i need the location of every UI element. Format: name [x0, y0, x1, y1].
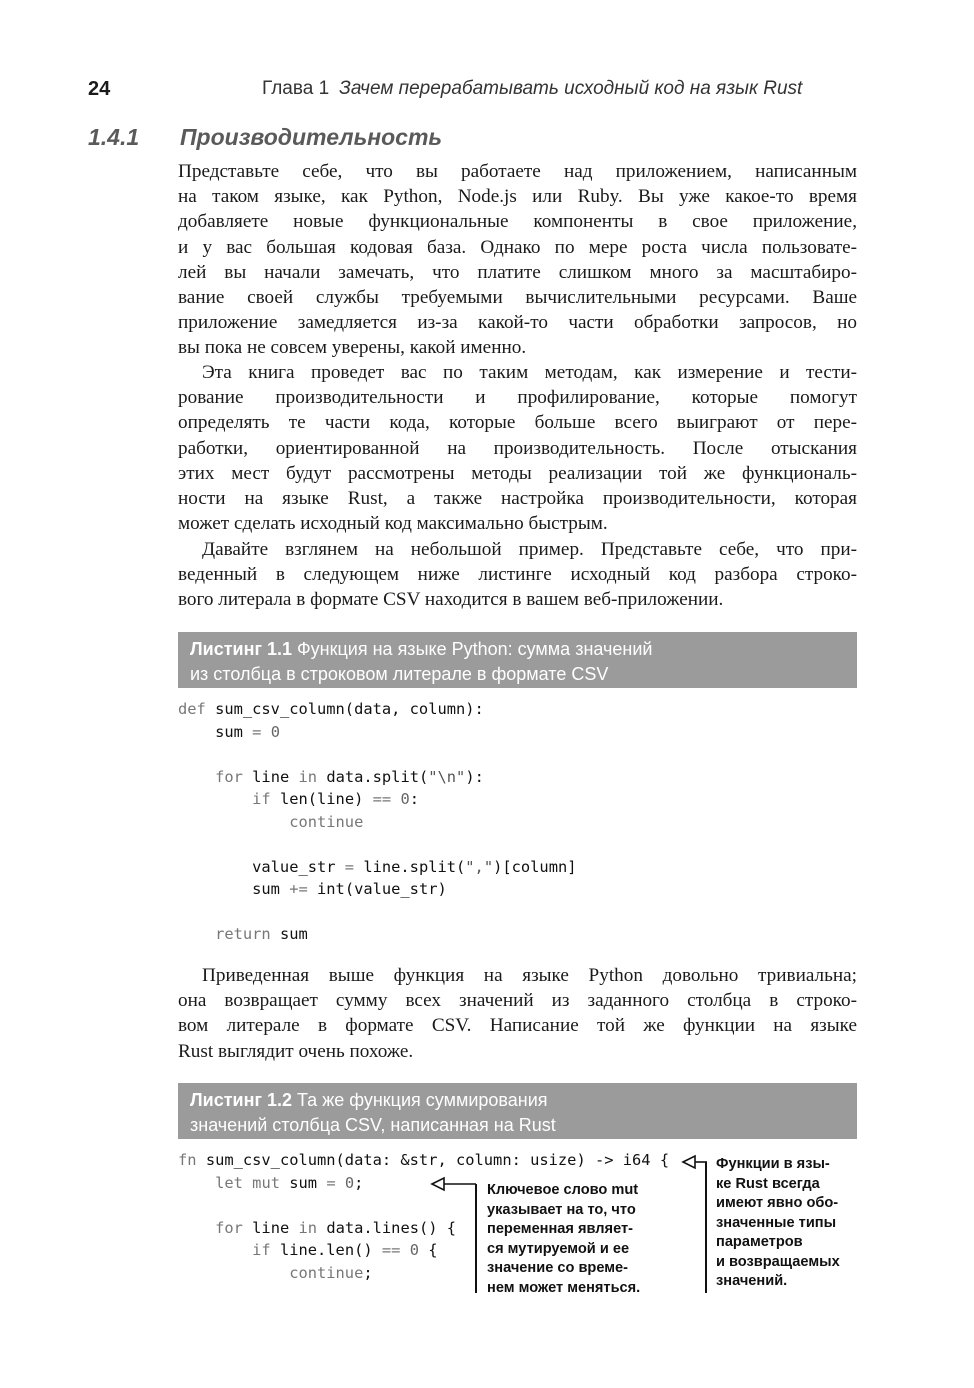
running-header: [0, 76, 974, 106]
code-line: def sum_csv_column(data, column):: [178, 700, 484, 718]
text-line: приложение замедляется из-за какой-то части обработки запросов, но: [178, 312, 857, 334]
annotation-line: значение со време-: [487, 1260, 629, 1276]
code-line: [178, 833, 577, 856]
listing-1-code: [178, 698, 577, 946]
annotation-line: имеют явно обо-: [716, 1195, 839, 1211]
annotation-line: ся мутируемой и ее: [487, 1240, 630, 1257]
types-annotation-rule: [705, 1162, 707, 1293]
listing-1-caption-line: из столбца в строковом литерале в формате CSV: [190, 664, 609, 684]
annotation-line: параметров: [716, 1234, 803, 1250]
text-line: вом литерале в формате CSV. Написание той же функции на языке: [178, 1015, 857, 1037]
code-line: [178, 901, 577, 924]
text-line: работки, ориентированной на производительность. После отыскания: [178, 437, 857, 459]
code-line: continue;: [289, 1263, 373, 1282]
annotation-line: Функции в язы-: [716, 1156, 830, 1172]
text-line: Приведенная выше функция на языке Python довольно тривиальна;: [202, 965, 857, 986]
text-line: она возвращает сумму всех значений из заданного столбца в строко-: [178, 990, 857, 1012]
listing-1-caption-text: Функция на языке Python: сумма значений: [297, 639, 653, 659]
text-line: веденный в следующем ниже листинге исходный код разбора строко-: [178, 564, 857, 586]
section-number: 1.4.1: [88, 124, 140, 150]
text-line: на таком языке, как Python, Node.js или Ruby. Вы уже какое-то время: [178, 186, 857, 208]
listing-2-caption-line: значений столбца CSV, написанная на Rust: [190, 1115, 556, 1135]
listing-2-caption-text: Та же функция суммирования: [297, 1090, 548, 1110]
annotation-line: значенные типы: [716, 1214, 837, 1231]
code-line: sum += int(value_str): [178, 880, 447, 898]
paragraph-2: [178, 360, 857, 536]
text-line: вого литерала в формате CSV находится в вашем веб-приложении.: [178, 589, 724, 611]
chapter-label: Глава 1: [262, 78, 330, 99]
code-line: sum = 0: [178, 722, 280, 741]
annotation-line: ке Rust всегда: [716, 1175, 820, 1192]
code-line: for line in data.lines() {: [215, 1218, 457, 1237]
text-line: вы пока не совсем уверены, какой именно.: [178, 337, 527, 359]
code-line: [178, 743, 577, 766]
code-line: return sum: [215, 925, 308, 943]
text-line: этих мест будут рассмотрены методы реализации той же функциональ-: [178, 462, 857, 484]
section-title: Производительность: [180, 124, 443, 150]
text-line: и у вас большая кодовая база. Однако по мере роста числа пользовате-: [178, 236, 857, 258]
text-line: лей вы начали замечать, что платите слишком много за масштабиро-: [178, 261, 857, 283]
annotation-line: нем может меняться.: [487, 1279, 641, 1296]
annotation-line: указывает на то, что: [487, 1201, 636, 1218]
text-line: Давайте взглянем на небольшой пример. Представьте себе, что при-: [202, 539, 857, 560]
code-line: fn sum_csv_column(data: &str, column: usize) -> i64 {: [178, 1151, 670, 1169]
page-number: 24: [88, 78, 111, 100]
text-line: может сделать исходный код максимально быстрым.: [178, 513, 608, 535]
code-line: if line.len() == 0 {: [252, 1241, 438, 1259]
paragraph-1: [178, 159, 857, 361]
text-line: Эта книга проведет вас по таким методам, как измерение и тести-: [202, 362, 857, 383]
code-line: let mut sum = 0;: [215, 1173, 364, 1192]
listing-1-label: Листинг 1.1: [190, 639, 292, 659]
chapter-title: Зачем перерабатывать исходный код на язык Rust: [339, 78, 803, 99]
text-line: Представьте себе, что вы работаете над приложением, написанным: [178, 161, 857, 182]
text-line: вание своей службы требуемыми вычислительными ресурсами. Ваше: [178, 287, 857, 309]
code-line: for line in data.split("\n"):: [215, 767, 484, 786]
mut-annotation-rule: [475, 1184, 477, 1293]
listing-1-caption: [178, 632, 857, 688]
chapter-running-head: [262, 78, 802, 100]
mut-annotation: [487, 1181, 640, 1298]
section-heading: [88, 124, 442, 151]
text-line: рование производительности и профилирование, которые помогут: [178, 387, 857, 409]
annotation-line: переменная являет-: [487, 1221, 634, 1237]
mut-annotation-arrow-icon: [432, 1176, 477, 1192]
annotation-line: Ключевое слово mut: [487, 1182, 639, 1198]
text-line: Rust выглядит очень похоже.: [178, 1040, 414, 1062]
listing-2-label: Листинг 1.2: [190, 1090, 292, 1110]
annotation-line: значений.: [716, 1273, 788, 1289]
paragraph-3: [178, 537, 857, 613]
listing-1-caption-line: [190, 637, 857, 662]
paragraph-4: [178, 963, 857, 1064]
code-line: value_str = line.split(",")[column]: [178, 857, 577, 876]
types-annotation: [716, 1155, 840, 1292]
code-line: continue: [289, 812, 364, 831]
code-line: if len(line) == 0:: [252, 790, 420, 808]
listing-2-caption-line: [190, 1088, 857, 1113]
text-line: ности на языке Rust, а также настройка производительности, которая: [178, 488, 857, 510]
text-line: добавляете новые функциональные компоненты в свое приложение,: [178, 211, 857, 233]
text-line: определять те части кода, которые больше всего выиграют от пере-: [178, 412, 857, 434]
annotation-line: и возвращаемых: [716, 1253, 840, 1270]
listing-2-caption: [178, 1083, 857, 1139]
